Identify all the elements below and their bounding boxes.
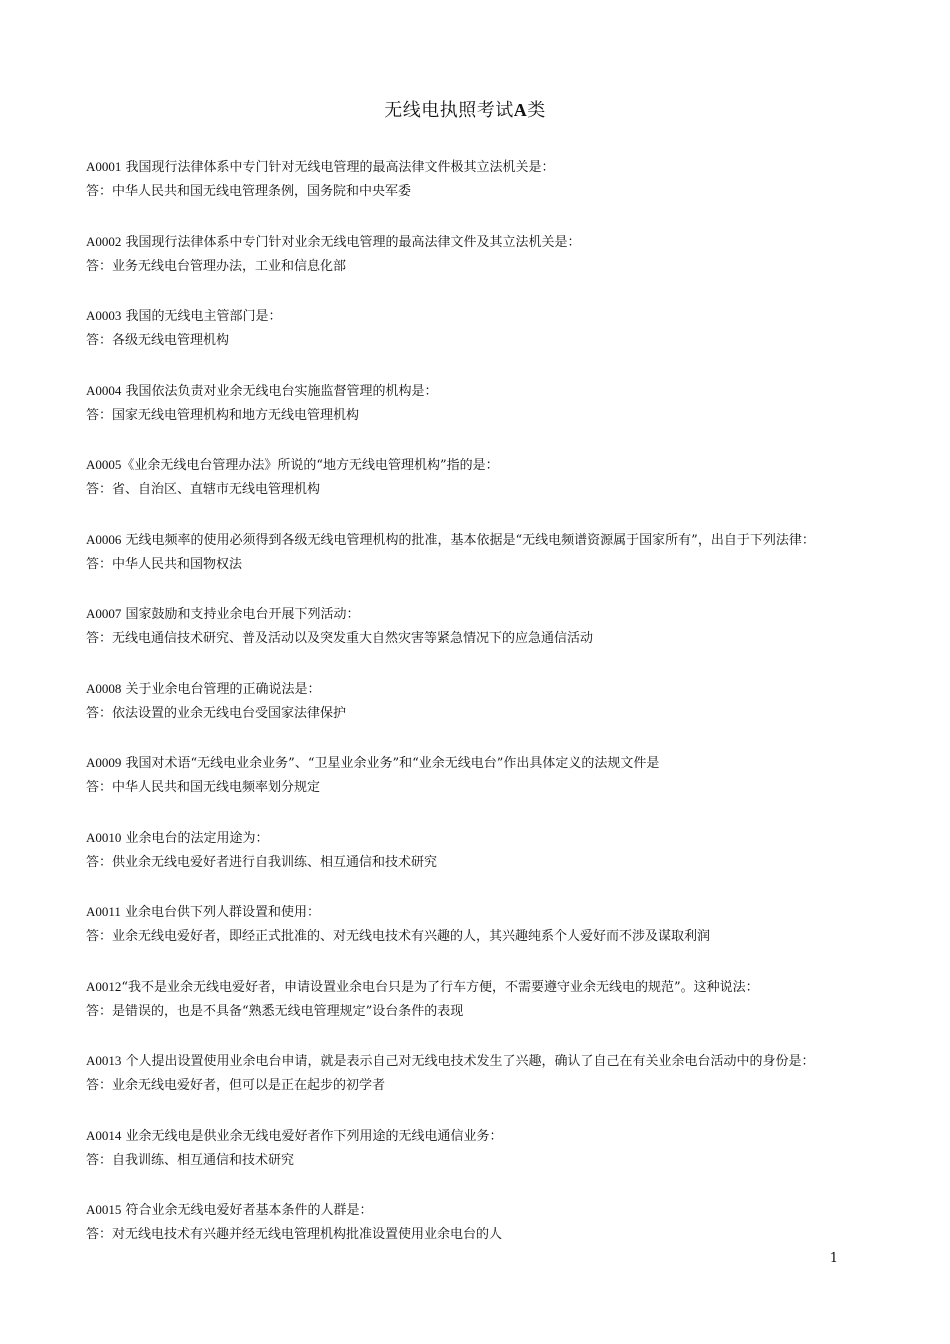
question-body: 国家鼓励和支持业余电台开展下列活动：	[125, 607, 360, 622]
question-item	[86, 528, 906, 603]
question-id: A0007	[86, 606, 122, 621]
question-id: A0015	[86, 1202, 122, 1217]
question-body: 符合业余无线电爱好者基本条件的人群是：	[125, 1203, 373, 1218]
answer-text: 答：业余无线电爱好者，但可以是正在起步的初学者	[86, 1078, 386, 1093]
question-id: A0003	[86, 308, 122, 323]
question-body: 关于业余电台管理的正确说法是：	[125, 681, 321, 697]
question-id: A0002	[86, 233, 122, 249]
question-text	[86, 602, 906, 627]
answer-text: 答：是错误的，也是不具备“熟悉无线电管理规定”设台条件的表现	[86, 1003, 464, 1019]
question-item	[86, 453, 906, 528]
question-id: A0006	[86, 531, 122, 547]
question-item	[86, 155, 906, 230]
question-text	[86, 900, 906, 925]
question-item	[86, 900, 906, 975]
question-body: “我不是业余无线电爱好者，申请设置业余电台只是为了行车方便，不需要遵守业余无线电的规范”。这种说法：	[121, 979, 759, 995]
question-text	[86, 230, 906, 255]
question-item	[86, 304, 906, 379]
question-body: 我国的无线电主管部门是：	[125, 309, 282, 324]
answer-text: 答：业务无线电台管理办法，工业和信息化部	[86, 258, 347, 274]
question-item	[86, 1198, 906, 1273]
question-body: 无线电频率的使用必须得到各级无线电管理机构的批准，基本依据是“无线电频谱资源属于国家所有”，出自于下列法律：	[125, 532, 815, 548]
answer-text: 答：中华人民共和国物权法	[86, 556, 243, 572]
question-body: 业余电台的法定用途为：	[125, 830, 269, 846]
question-id: A0004	[86, 382, 122, 398]
title-class: A	[513, 100, 528, 120]
question-text	[86, 528, 906, 553]
question-body: 我国对术语“无线电业余业务”、“卫星业余业务”和“业余无线电台”作出具体定义的法规文件是	[125, 756, 660, 771]
question-item	[86, 1049, 906, 1124]
question-text	[86, 155, 906, 180]
question-text	[86, 975, 906, 1000]
question-item	[86, 1124, 906, 1199]
question-item	[86, 230, 906, 305]
question-item	[86, 677, 906, 752]
answer-text: 答：国家无线电管理机构和地方无线电管理机构	[86, 407, 360, 423]
question-list	[86, 155, 906, 1273]
question-body: 我国依法负责对业余无线电台实施监督管理的机构是：	[125, 383, 438, 399]
answer-text: 答：供业余无线电爱好者进行自我训练、相互通信和技术研究	[86, 854, 438, 870]
question-id: A0014	[86, 1127, 122, 1143]
answer-text: 答：中华人民共和国无线电管理条例，国务院和中央军委	[86, 184, 412, 199]
title-suffix: 类	[527, 100, 546, 121]
question-text	[86, 1198, 906, 1223]
question-text	[86, 677, 906, 702]
question-text	[86, 1049, 906, 1074]
question-text	[86, 826, 906, 851]
question-id: A0011	[86, 904, 121, 919]
question-id: A0012	[86, 978, 122, 994]
question-item	[86, 826, 906, 901]
answer-text: 答：依法设置的业余无线电台受国家法律保护	[86, 705, 347, 721]
question-text	[86, 379, 906, 404]
question-text	[86, 453, 906, 478]
question-id: A0010	[86, 829, 122, 845]
question-id: A0005	[86, 457, 122, 472]
page-number: 1	[829, 1251, 838, 1266]
question-id: A0008	[86, 680, 122, 696]
question-body: 个人提出设置使用业余电台申请，就是表示自己对无线电技术发生了兴趣，确认了自己在有关业余电台活动中的身份是：	[125, 1054, 815, 1069]
question-item	[86, 751, 906, 826]
question-text	[86, 1124, 906, 1149]
answer-text: 答：自我训练、相互通信和技术研究	[86, 1152, 295, 1168]
document-title	[0, 98, 930, 123]
question-item	[86, 379, 906, 454]
answer-text: 答：各级无线电管理机构	[86, 333, 230, 348]
answer-text: 答：业余无线电爱好者，即经正式批准的、对无线电技术有兴趣的人，其兴趣纯系个人爱好而不涉及谋取利润	[86, 929, 711, 944]
question-body: 我国现行法律体系中专门针对无线电管理的最高法律文件极其立法机关是：	[125, 160, 555, 175]
question-id: A0001	[86, 159, 122, 174]
answer-text: 答：对无线电技术有兴趣并经无线电管理机构批准设置使用业余电台的人	[86, 1227, 503, 1242]
answer-text: 答：省、自治区、直辖市无线电管理机构	[86, 482, 321, 497]
question-body: 业余电台供下列人群设置和使用：	[125, 905, 321, 920]
answer-text: 答：中华人民共和国无线电频率划分规定	[86, 780, 321, 795]
question-body: 业余无线电是供业余无线电爱好者作下列用途的无线电通信业务：	[125, 1128, 503, 1144]
question-id: A0009	[86, 755, 122, 770]
question-item	[86, 975, 906, 1050]
question-body: 我国现行法律体系中专门针对业余无线电管理的最高法律文件及其立法机关是：	[125, 234, 581, 250]
question-text	[86, 304, 906, 329]
question-id: A0013	[86, 1053, 122, 1068]
answer-text: 答：无线电通信技术研究、普及活动以及突发重大自然灾害等紧急情况下的应急通信活动	[86, 631, 594, 646]
title-main: 无线电执照考试	[384, 100, 514, 121]
question-text	[86, 751, 906, 776]
question-body: 《业余无线电台管理办法》所说的“地方无线电管理机构”指的是：	[121, 458, 499, 473]
question-item	[86, 602, 906, 677]
